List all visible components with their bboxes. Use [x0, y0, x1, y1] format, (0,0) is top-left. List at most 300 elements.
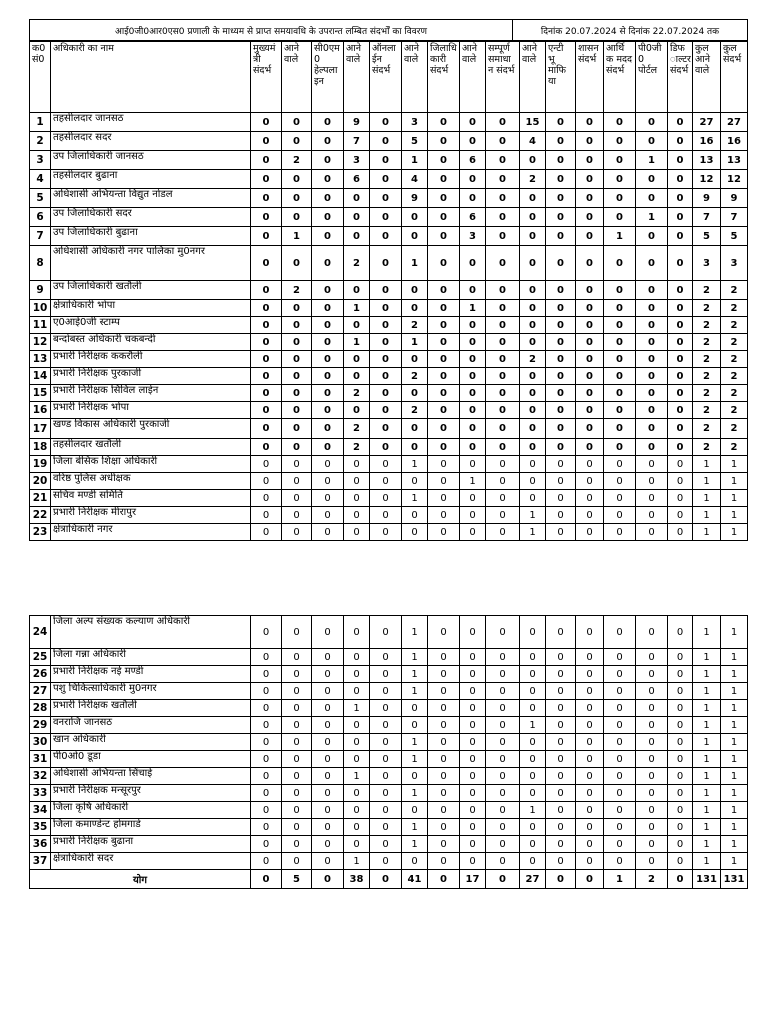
count-cell: 0: [282, 246, 312, 281]
serial-number: 18: [30, 439, 51, 456]
officer-name: प्रभारी निरीक्षक मन्सूरपुर: [51, 785, 251, 802]
count-cell: 0: [546, 334, 576, 351]
count-cell: 0: [520, 385, 546, 402]
count-cell: 2: [693, 402, 721, 419]
count-cell: 0: [486, 439, 520, 456]
count-cell: 0: [486, 300, 520, 317]
count-cell: 0: [486, 734, 520, 751]
count-cell: 0: [370, 246, 402, 281]
count-cell: 0: [576, 490, 604, 507]
count-cell: 1: [282, 227, 312, 246]
count-cell: 0: [370, 683, 402, 700]
table-row: [30, 717, 748, 734]
count-cell: 0: [636, 170, 668, 189]
count-cell: 13: [721, 151, 748, 170]
count-cell: 0: [460, 717, 486, 734]
column-header: आने वाले: [402, 41, 428, 113]
count-cell: 0: [370, 507, 402, 524]
count-cell: 0: [344, 785, 370, 802]
count-cell: 0: [370, 473, 402, 490]
table-row: [30, 768, 748, 785]
count-cell: 0: [576, 683, 604, 700]
report-title: आई0जी0आर0एस0 प्रणाली के माध्यम से प्राप्त समयावधि के उपरान्त लम्बित संदर्भों का विवरण: [30, 20, 513, 42]
count-cell: 0: [344, 616, 370, 649]
count-cell: 27: [721, 113, 748, 132]
count-cell: 0: [546, 385, 576, 402]
count-cell: 0: [604, 300, 636, 317]
count-cell: 0: [282, 334, 312, 351]
table-row: [30, 751, 748, 768]
officer-name: तहसीलदार सदर: [51, 132, 251, 151]
count-cell: 2: [693, 317, 721, 334]
officer-name: पशु चिकित्साधिकारी मु0नगर: [51, 683, 251, 700]
count-cell: 0: [520, 439, 546, 456]
count-cell: 5: [402, 132, 428, 151]
count-cell: 0: [486, 507, 520, 524]
count-cell: 0: [520, 785, 546, 802]
count-cell: 0: [576, 507, 604, 524]
count-cell: 0: [668, 616, 693, 649]
count-cell: 0: [312, 717, 344, 734]
count-cell: 0: [370, 649, 402, 666]
serial-number: 6: [30, 208, 51, 227]
count-cell: 0: [576, 317, 604, 334]
count-cell: 0: [668, 734, 693, 751]
count-cell: 1: [721, 490, 748, 507]
count-cell: 0: [546, 507, 576, 524]
count-cell: 0: [668, 227, 693, 246]
count-cell: 0: [636, 768, 668, 785]
count-cell: 0: [251, 402, 282, 419]
count-cell: 2: [693, 334, 721, 351]
column-header: डिफ ाल्टर संदर्भ: [668, 41, 693, 113]
count-cell: 0: [370, 402, 402, 419]
count-cell: 0: [604, 751, 636, 768]
count-cell: 0: [282, 649, 312, 666]
count-cell: 5: [721, 227, 748, 246]
count-cell: 0: [668, 802, 693, 819]
count-cell: 0: [428, 227, 460, 246]
count-cell: 0: [668, 785, 693, 802]
count-cell: 0: [312, 819, 344, 836]
count-cell: 0: [460, 402, 486, 419]
count-cell: 1: [520, 524, 546, 541]
count-cell: 0: [636, 439, 668, 456]
count-cell: 0: [668, 507, 693, 524]
count-cell: 0: [251, 439, 282, 456]
count-cell: 0: [636, 683, 668, 700]
count-cell: 1: [721, 819, 748, 836]
count-cell: 0: [344, 524, 370, 541]
count-cell: 0: [576, 113, 604, 132]
count-cell: 0: [282, 170, 312, 189]
count-cell: 0: [576, 132, 604, 151]
count-cell: 0: [282, 616, 312, 649]
count-cell: 0: [312, 281, 344, 300]
count-cell: 0: [520, 616, 546, 649]
count-cell: 0: [520, 300, 546, 317]
count-cell: 0: [282, 683, 312, 700]
count-cell: 0: [312, 490, 344, 507]
count-cell: 2: [721, 300, 748, 317]
serial-number: 14: [30, 368, 51, 385]
count-cell: 2: [721, 402, 748, 419]
count-cell: 15: [520, 113, 546, 132]
count-cell: 0: [546, 227, 576, 246]
count-cell: 0: [636, 734, 668, 751]
serial-number: 5: [30, 189, 51, 208]
total-cell: 17: [460, 870, 486, 889]
count-cell: 0: [604, 368, 636, 385]
column-header: आने वाले: [282, 41, 312, 113]
count-cell: 0: [668, 819, 693, 836]
count-cell: 0: [668, 683, 693, 700]
count-cell: 2: [693, 281, 721, 300]
count-cell: 0: [668, 317, 693, 334]
officer-name: जिला बेसिक शिक्षा अधिकारी: [51, 456, 251, 473]
serial-number: 36: [30, 836, 51, 853]
count-cell: 0: [428, 734, 460, 751]
count-cell: 0: [520, 227, 546, 246]
count-cell: 0: [344, 317, 370, 334]
date-range: दिनांक 20.07.2024 से दिनांक 22.07.2024 तक: [513, 20, 748, 42]
officer-name: जिला अल्प संख्यक कल्याण अधिकारी: [51, 616, 251, 649]
table-row: [30, 456, 748, 473]
total-cell: 0: [370, 870, 402, 889]
serial-number: 13: [30, 351, 51, 368]
count-cell: 0: [486, 819, 520, 836]
count-cell: 0: [486, 113, 520, 132]
count-cell: 0: [546, 683, 576, 700]
count-cell: 1: [721, 524, 748, 541]
count-cell: 0: [520, 700, 546, 717]
count-cell: 0: [312, 402, 344, 419]
count-cell: 1: [344, 700, 370, 717]
count-cell: 0: [520, 281, 546, 300]
table-row: [30, 419, 748, 439]
count-cell: 0: [486, 802, 520, 819]
count-cell: 1: [402, 683, 428, 700]
count-cell: 1: [604, 227, 636, 246]
officer-name: प्रभारी निरीक्षक सिविल लाईन: [51, 385, 251, 402]
total-cell: 41: [402, 870, 428, 889]
count-cell: 0: [636, 507, 668, 524]
count-cell: 0: [428, 683, 460, 700]
count-cell: 0: [604, 208, 636, 227]
count-cell: 0: [251, 246, 282, 281]
count-cell: 0: [546, 836, 576, 853]
count-cell: 0: [312, 836, 344, 853]
count-cell: 0: [486, 385, 520, 402]
count-cell: 0: [251, 132, 282, 151]
count-cell: 0: [251, 836, 282, 853]
officer-name: प्रभारी निरीक्षक पुरकाजी: [51, 368, 251, 385]
table-row: [30, 490, 748, 507]
count-cell: 0: [576, 402, 604, 419]
count-cell: 0: [636, 281, 668, 300]
table-row: [30, 189, 748, 208]
count-cell: 0: [460, 189, 486, 208]
count-cell: 0: [282, 368, 312, 385]
count-cell: 0: [251, 317, 282, 334]
officer-name: उप जिलाधिकारी बुढाना: [51, 227, 251, 246]
count-cell: 0: [460, 385, 486, 402]
table-row: [30, 300, 748, 317]
count-cell: 0: [576, 246, 604, 281]
count-cell: 0: [546, 853, 576, 870]
count-cell: 1: [721, 700, 748, 717]
count-cell: 0: [668, 113, 693, 132]
serial-number: 19: [30, 456, 51, 473]
total-cell: 131: [693, 870, 721, 889]
count-cell: 0: [636, 819, 668, 836]
table-row: [30, 666, 748, 683]
total-cell: 5: [282, 870, 312, 889]
count-cell: 13: [693, 151, 721, 170]
count-cell: 9: [721, 189, 748, 208]
count-cell: 0: [520, 189, 546, 208]
serial-number: 35: [30, 819, 51, 836]
count-cell: 0: [428, 853, 460, 870]
serial-number: 7: [30, 227, 51, 246]
count-cell: 0: [604, 524, 636, 541]
count-cell: 0: [520, 819, 546, 836]
serial-number: 26: [30, 666, 51, 683]
count-cell: 0: [576, 281, 604, 300]
count-cell: 0: [576, 524, 604, 541]
total-cell: 38: [344, 870, 370, 889]
count-cell: 0: [428, 317, 460, 334]
count-cell: 0: [282, 666, 312, 683]
count-cell: 0: [312, 227, 344, 246]
count-cell: 0: [636, 368, 668, 385]
count-cell: 0: [576, 151, 604, 170]
count-cell: 0: [312, 351, 344, 368]
total-row: [30, 870, 748, 889]
officer-name: जिला कृषि अधिकारी: [51, 802, 251, 819]
count-cell: 0: [576, 802, 604, 819]
table-row: [30, 368, 748, 385]
count-cell: 0: [576, 368, 604, 385]
count-cell: 0: [428, 717, 460, 734]
count-cell: 0: [312, 785, 344, 802]
count-cell: 0: [312, 649, 344, 666]
count-cell: 0: [251, 170, 282, 189]
count-cell: 0: [576, 385, 604, 402]
count-cell: 0: [428, 649, 460, 666]
count-cell: 1: [402, 734, 428, 751]
count-cell: 0: [402, 385, 428, 402]
table-row: [30, 507, 748, 524]
count-cell: 0: [370, 751, 402, 768]
count-cell: 0: [546, 368, 576, 385]
table-row: [30, 649, 748, 666]
count-cell: 0: [460, 751, 486, 768]
count-cell: 1: [693, 524, 721, 541]
count-cell: 0: [520, 751, 546, 768]
count-cell: 6: [460, 151, 486, 170]
count-cell: 0: [251, 456, 282, 473]
count-cell: 0: [604, 385, 636, 402]
count-cell: 2: [344, 439, 370, 456]
count-cell: 1: [693, 836, 721, 853]
count-cell: 0: [636, 666, 668, 683]
count-cell: 0: [486, 751, 520, 768]
count-cell: 1: [402, 649, 428, 666]
count-cell: 0: [546, 785, 576, 802]
count-cell: 0: [576, 836, 604, 853]
count-cell: 0: [312, 734, 344, 751]
count-cell: 0: [520, 151, 546, 170]
count-cell: 0: [576, 819, 604, 836]
count-cell: 0: [370, 734, 402, 751]
count-cell: 0: [486, 649, 520, 666]
table-row: [30, 334, 748, 351]
table-row: [30, 802, 748, 819]
count-cell: 0: [402, 281, 428, 300]
count-cell: 1: [693, 734, 721, 751]
count-cell: 0: [282, 700, 312, 717]
count-cell: 0: [460, 836, 486, 853]
count-cell: 1: [636, 151, 668, 170]
count-cell: 0: [460, 802, 486, 819]
count-cell: 1: [402, 751, 428, 768]
count-cell: 0: [546, 802, 576, 819]
count-cell: 0: [282, 802, 312, 819]
count-cell: 0: [604, 281, 636, 300]
count-cell: 1: [636, 208, 668, 227]
count-cell: 9: [693, 189, 721, 208]
count-cell: 0: [312, 113, 344, 132]
count-cell: 0: [402, 473, 428, 490]
count-cell: 0: [370, 853, 402, 870]
count-cell: 0: [370, 819, 402, 836]
count-cell: 0: [428, 246, 460, 281]
count-cell: 0: [251, 717, 282, 734]
table-row: [30, 439, 748, 456]
count-cell: 0: [668, 368, 693, 385]
table-row: [30, 113, 748, 132]
count-cell: 0: [282, 439, 312, 456]
count-cell: 0: [428, 819, 460, 836]
serial-number: 33: [30, 785, 51, 802]
count-cell: 1: [402, 836, 428, 853]
count-cell: 0: [668, 246, 693, 281]
count-cell: 0: [428, 170, 460, 189]
count-cell: 0: [370, 836, 402, 853]
count-cell: 0: [460, 170, 486, 189]
count-cell: 0: [604, 802, 636, 819]
count-cell: 0: [370, 490, 402, 507]
count-cell: 0: [636, 385, 668, 402]
count-cell: 0: [520, 368, 546, 385]
count-cell: 0: [668, 649, 693, 666]
count-cell: 0: [604, 151, 636, 170]
count-cell: 2: [402, 402, 428, 419]
count-cell: 16: [721, 132, 748, 151]
count-cell: 0: [486, 189, 520, 208]
serial-number: 11: [30, 317, 51, 334]
count-cell: 0: [428, 524, 460, 541]
count-cell: 0: [344, 208, 370, 227]
count-cell: 0: [428, 700, 460, 717]
column-header: आने वाले: [460, 41, 486, 113]
count-cell: 0: [370, 132, 402, 151]
officer-name: खान अधिकारी: [51, 734, 251, 751]
officer-name: खण्ड विकास अधिकारी पुरकाजी: [51, 419, 251, 439]
count-cell: 0: [251, 700, 282, 717]
serial-number: 10: [30, 300, 51, 317]
count-cell: 0: [251, 385, 282, 402]
count-cell: 0: [251, 683, 282, 700]
officer-name: पी0ओ0 डूडा: [51, 751, 251, 768]
count-cell: 0: [668, 751, 693, 768]
officer-name: क्षेत्राधिकारी सदर: [51, 853, 251, 870]
count-cell: 0: [251, 819, 282, 836]
count-cell: 0: [520, 683, 546, 700]
count-cell: 0: [546, 456, 576, 473]
count-cell: 0: [428, 151, 460, 170]
column-header: सी0एम 0 हेल्पला इन: [312, 41, 344, 113]
count-cell: 0: [546, 490, 576, 507]
count-cell: 0: [604, 317, 636, 334]
total-cell: 27: [520, 870, 546, 889]
count-cell: 0: [520, 836, 546, 853]
count-cell: 0: [428, 473, 460, 490]
count-cell: 0: [428, 802, 460, 819]
count-cell: 1: [402, 785, 428, 802]
count-cell: 0: [251, 768, 282, 785]
total-cell: 0: [486, 870, 520, 889]
count-cell: 0: [251, 734, 282, 751]
count-cell: 0: [576, 208, 604, 227]
count-cell: 0: [576, 666, 604, 683]
count-cell: 0: [370, 700, 402, 717]
serial-number: 1: [30, 113, 51, 132]
count-cell: 0: [428, 785, 460, 802]
count-cell: 0: [546, 473, 576, 490]
count-cell: 0: [486, 683, 520, 700]
count-cell: 0: [636, 351, 668, 368]
count-cell: 1: [520, 507, 546, 524]
count-cell: 1: [721, 751, 748, 768]
count-cell: 0: [486, 700, 520, 717]
count-cell: 0: [428, 490, 460, 507]
count-cell: 0: [576, 768, 604, 785]
count-cell: 6: [460, 208, 486, 227]
count-cell: 0: [344, 507, 370, 524]
count-cell: 0: [486, 666, 520, 683]
count-cell: 0: [282, 768, 312, 785]
count-cell: 16: [693, 132, 721, 151]
count-cell: 0: [428, 507, 460, 524]
total-cell: 0: [251, 870, 282, 889]
table-row: [30, 700, 748, 717]
count-cell: 0: [251, 473, 282, 490]
count-cell: 0: [460, 700, 486, 717]
count-cell: 0: [460, 113, 486, 132]
count-cell: 12: [721, 170, 748, 189]
count-cell: 0: [636, 132, 668, 151]
count-cell: 0: [312, 189, 344, 208]
count-cell: 3: [402, 113, 428, 132]
serial-number: 9: [30, 281, 51, 300]
count-cell: 0: [636, 836, 668, 853]
count-cell: 0: [428, 368, 460, 385]
count-cell: 0: [282, 402, 312, 419]
total-cell: 0: [428, 870, 460, 889]
count-cell: 0: [370, 351, 402, 368]
